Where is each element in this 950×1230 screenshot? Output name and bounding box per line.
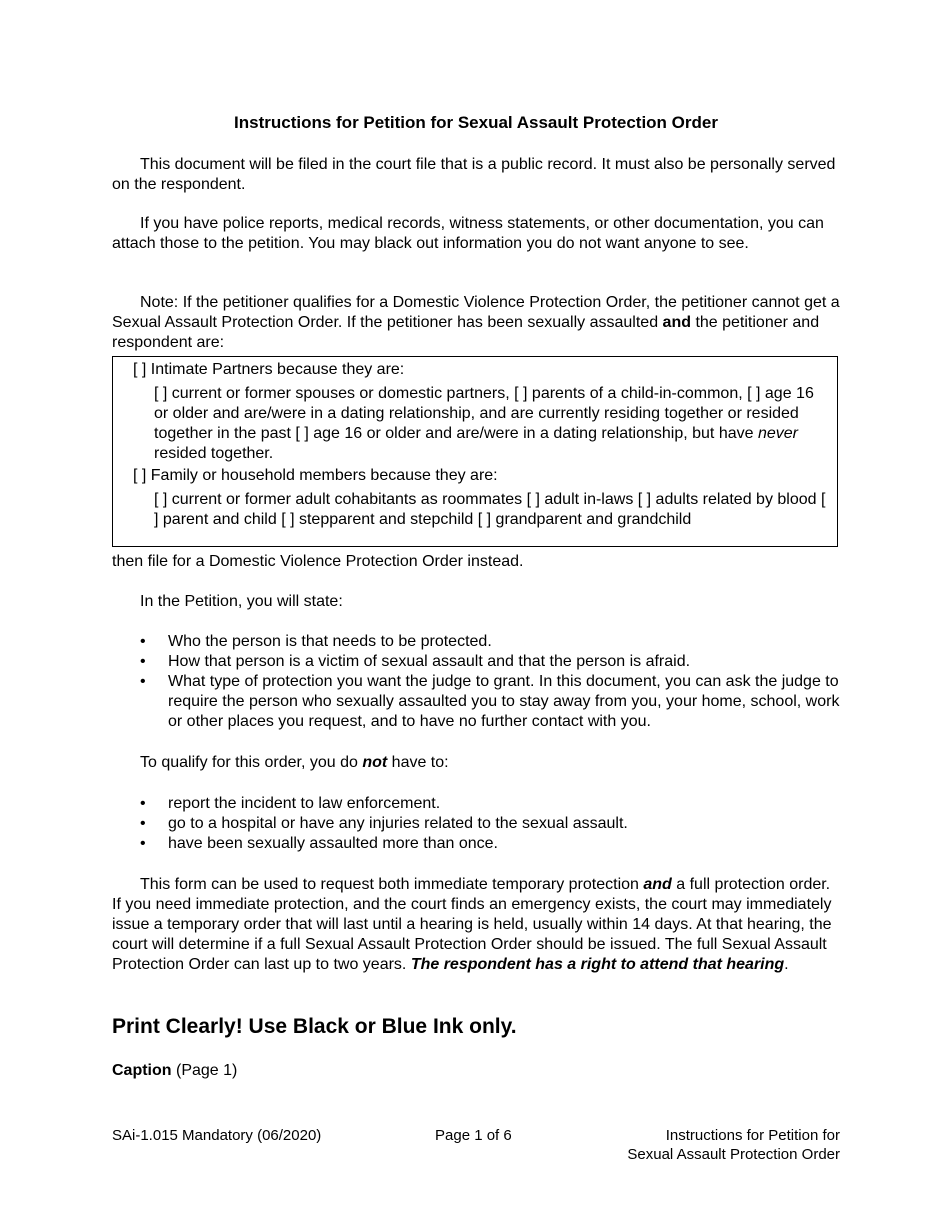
attachments-paragraph: If you have police reports, medical records, witness statements, or other documentation, you can attach those to the petition. You may black out information you do not want anyone to see.: [112, 215, 824, 252]
list-item: • Who the person is that needs to be protected.: [112, 632, 840, 652]
note-text-end: the petitioner and respondent are:: [112, 314, 820, 351]
page-title: Instructions for Petition for Sexual Assault Protection Order: [234, 113, 718, 132]
public-record-paragraph: This document will be filed in the court file that is a public record. It must also be personally served on the respondent.: [112, 156, 836, 193]
form-use-text: This form can be used to request both immediate temporary protection: [140, 876, 644, 893]
list-item: • have been sexually assaulted more than once.: [112, 834, 840, 854]
note-bold-and: and: [662, 314, 691, 331]
relationship-box: [112, 356, 838, 547]
list-item: • What type of protection you want the judge to grant. In this document, you can ask the judge to require the person who sexually assaulted you to stay away from you, your home, school, work or other places you request, and to have no further contact with you.: [112, 672, 840, 732]
family-members-option: [ ] Family or household members because they are:: [133, 467, 498, 484]
petition-intro: In the Petition, you will state:: [140, 593, 343, 610]
form-use-text-mid: a full protection order. If you need immediate protection, and the court finds an emergency exists, the court may immediately issue a temporary order that will last until a hearing is held, usually within 14 days. At that hearing, the court will determine if a full Sexual Assault Protection Order should be issued. The full Sexual Assault Protection Order can last up to two years.: [112, 876, 832, 973]
qualify-text: To qualify for this order, you do: [140, 754, 363, 771]
qualify-list: [112, 794, 840, 854]
intimate-details-end: resided together.: [154, 445, 274, 462]
intimate-partners-option: [ ] Intimate Partners because they are:: [133, 361, 405, 378]
not-bold-italic: not: [362, 754, 388, 771]
note-text: Note: If the petitioner qualifies for a Domestic Violence Protection Order, the petitioner cannot get a Sexual Assault Protection Order. If the petitioner has been sexually assaulted: [112, 294, 840, 331]
after-box-text: then file for a Domestic Violence Protection Order instead.: [112, 553, 524, 570]
footer-form-id: SAi-1.015 Mandatory (06/2020): [112, 1127, 322, 1144]
caption-page: (Page 1): [171, 1062, 238, 1079]
note-paragraph: [112, 293, 840, 353]
form-use-text-end: .: [784, 956, 789, 973]
print-clearly-heading: Print Clearly! Use Black or Blue Ink only.: [112, 1015, 517, 1038]
intimate-partners-details: [154, 384, 829, 464]
petition-list: [112, 632, 840, 732]
list-item: • report the incident to law enforcement.: [112, 794, 840, 814]
footer-doc-title-line1: Instructions for Petition for: [665, 1127, 840, 1144]
intimate-details-text: [ ] current or former spouses or domestic partners, [ ] parents of a child-in-common, [ ] age 16 or older and are/were in a dating relationship, and are currently residing together or resided together in the past [ ] age 16 or older and are/were in a dating relationship, but have: [154, 385, 814, 442]
caption-heading: [112, 1061, 237, 1081]
and-bold-italic: and: [643, 876, 672, 893]
qualify-paragraph: [112, 753, 840, 773]
list-item: • go to a hospital or have any injuries related to the sexual assault.: [112, 814, 840, 834]
respondent-right-bold-italic: The respondent has a right to attend that hearing: [410, 956, 785, 973]
form-use-paragraph: [112, 875, 840, 975]
qualify-text-end: have to:: [387, 754, 449, 771]
footer-page-number: Page 1 of 6: [435, 1127, 512, 1144]
caption-label: Caption: [112, 1062, 172, 1079]
footer-doc-title: [627, 1126, 840, 1164]
never-italic: never: [757, 425, 798, 442]
footer-doc-title-line2: Sexual Assault Protection Order: [627, 1146, 840, 1163]
family-members-details: [ ] current or former adult cohabitants as roommates [ ] adult in-laws [ ] adults related by blood [ ] parent and child [ ] stepparent and stepchild [ ] grandparent and grandchild: [154, 491, 826, 528]
list-item: • How that person is a victim of sexual assault and that the person is afraid.: [112, 652, 840, 672]
